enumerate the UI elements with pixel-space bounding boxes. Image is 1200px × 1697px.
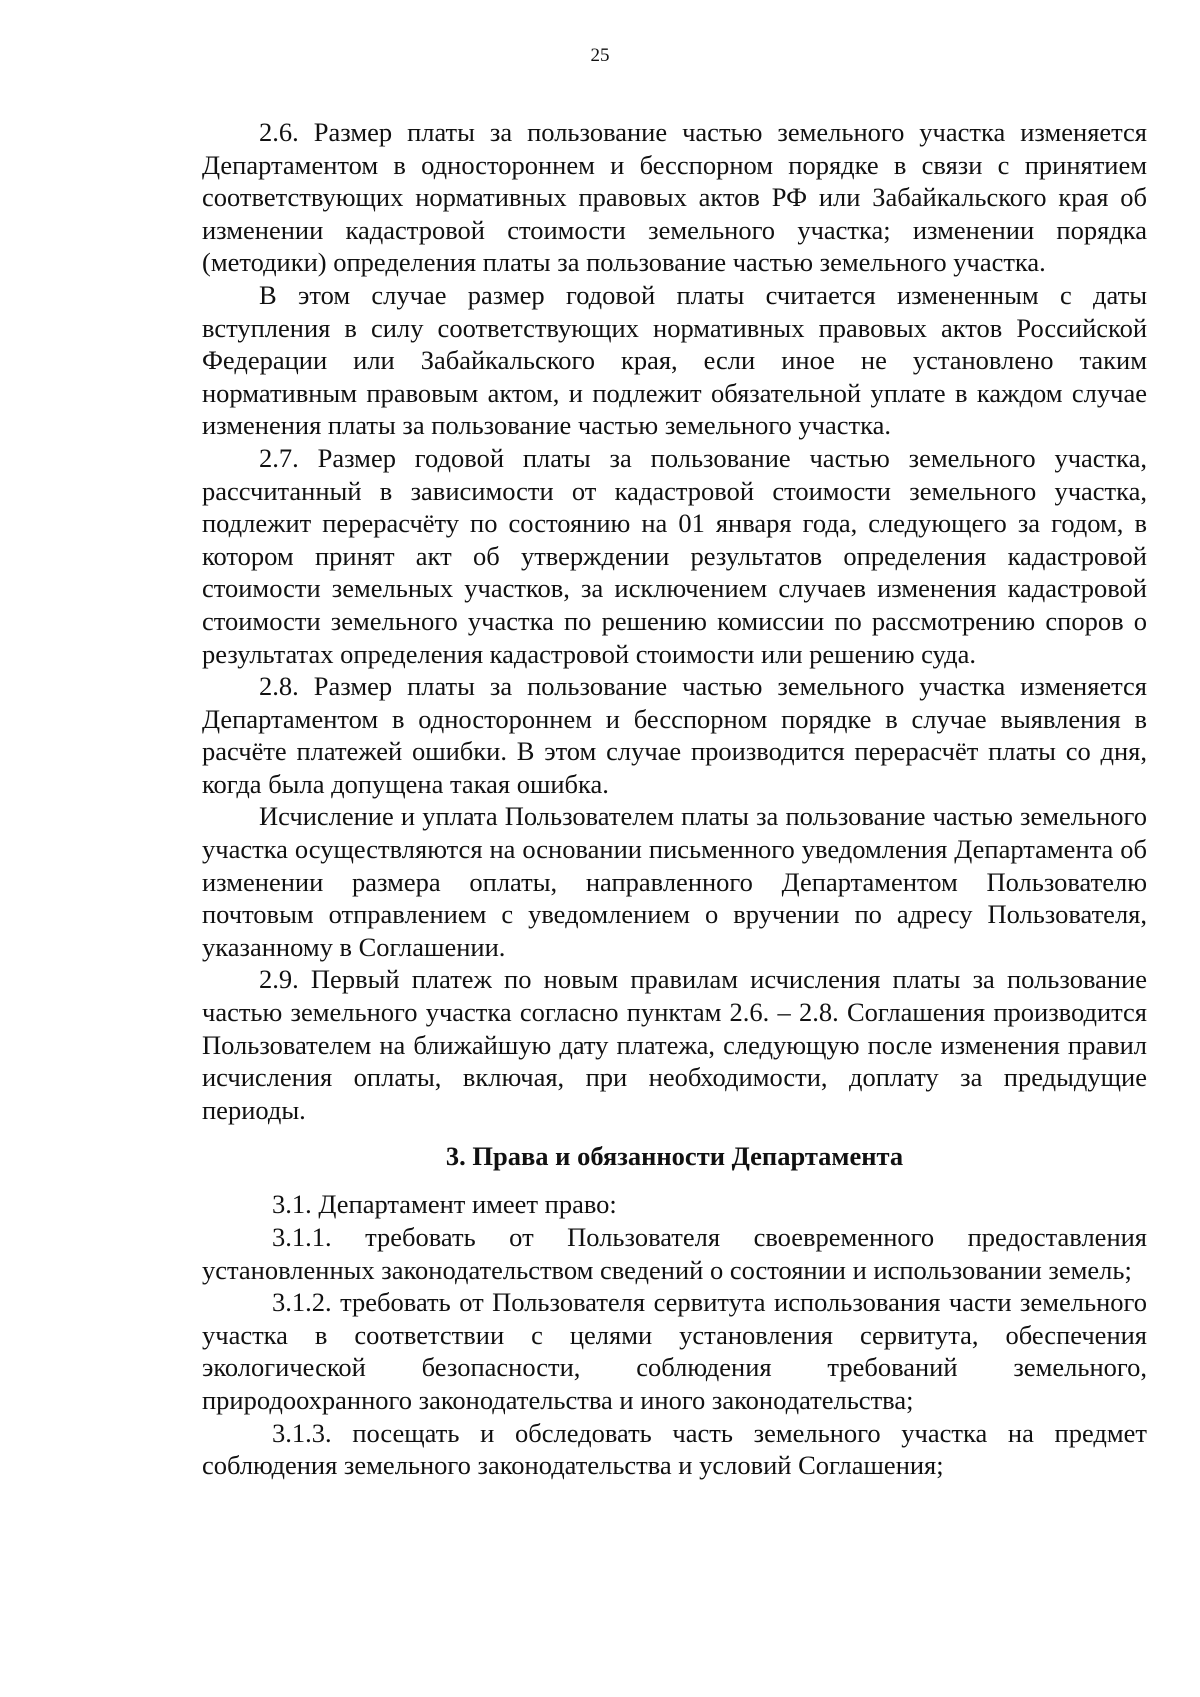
paragraph-3-1-3: 3.1.3. посещать и обследовать часть земельного участка на предмет соблюдения земельного законодательства и условий Соглашения; <box>202 1417 1147 1481</box>
paragraph-2-8-continuation: Исчисление и уплата Пользователем платы за пользование частью земельного участка осуществляются на основании письменного уведомления Департамента об изменении размера оплаты, направленного Департаментом Пользователю почтовым отправлением с уведомлением о вручении по адресу Пользователя, указанному в Соглашении. <box>202 801 1147 962</box>
paragraph-2-6-continuation: В этом случае размер годовой платы считается измененным с даты вступления в силу соответствующих нормативных правовых актов Российской Федерации или Забайкальского края, если иное не установлено таким нормативным правовым актом, и подлежит обязательной уплате в каждом случае изменения платы за пользование частью земельного участка. <box>202 279 1147 441</box>
paragraph-2-7: 2.7. Размер годовой платы за пользование частью земельного участка, рассчитанный в зависимости от кадастровой стоимости земельного участка, подлежит перерасчёту по состоянию на 01 января года, следующего за годом, в котором принят акт об утверждении результатов определения кадастровой стоимости земельных участков, за исключением случаев изменения кадастровой стоимости земельного участка по решению комиссии по рассмотрению споров о результатах определения кадастровой стоимости или решению суда. <box>202 442 1147 669</box>
paragraph-2-9: 2.9. Первый платеж по новым правилам исчисления платы за пользование частью земельного участка согласно пунктам 2.6. – 2.8. Соглашения производится Пользователем на ближайшую дату платежа, следующую после изменения правил исчисления оплаты, включая, при необходимости, доплату за предыдущие периоды. <box>202 964 1147 1125</box>
paragraph-2-8: 2.8. Размер платы за пользование частью земельного участка изменяется Департаментом в одностороннем и бесспорном порядке в случае выявления в расчёте платежей ошибки. В этом случае производится перерасчёт платы со дня, когда была допущена такая ошибка. <box>202 671 1147 799</box>
page-number: 25 <box>590 45 610 66</box>
paragraph-3-1-2: 3.1.2. требовать от Пользователя сервитута использования части земельного участка в соответствии с целями установления сервитута, обеспечения экологической безопасности, соблюдения требований земельного, природоохранного законодательства и иного законодательства; <box>202 1287 1147 1415</box>
paragraph-3-1-1: 3.1.1. требовать от Пользователя своевременного предоставления установленных законодательством сведений о состоянии и использовании земель; <box>202 1222 1147 1285</box>
section-heading-3: 3. Права и обязанности Департамента <box>445 1141 904 1172</box>
paragraph-2-6: 2.6. Размер платы за пользование частью земельного участка изменяется Департаментом в одностороннем и бесспорном порядке в связи с принятием соответствующих нормативных правовых актов РФ или Забайкальского края об изменении кадастровой стоимости земельного участка; изменении порядка (методики) определения платы за пользование частью земельного участка. <box>202 117 1147 278</box>
paragraph-3-1: 3.1. Департамент имеет право: <box>272 1189 617 1220</box>
document-body <box>202 116 1147 1482</box>
